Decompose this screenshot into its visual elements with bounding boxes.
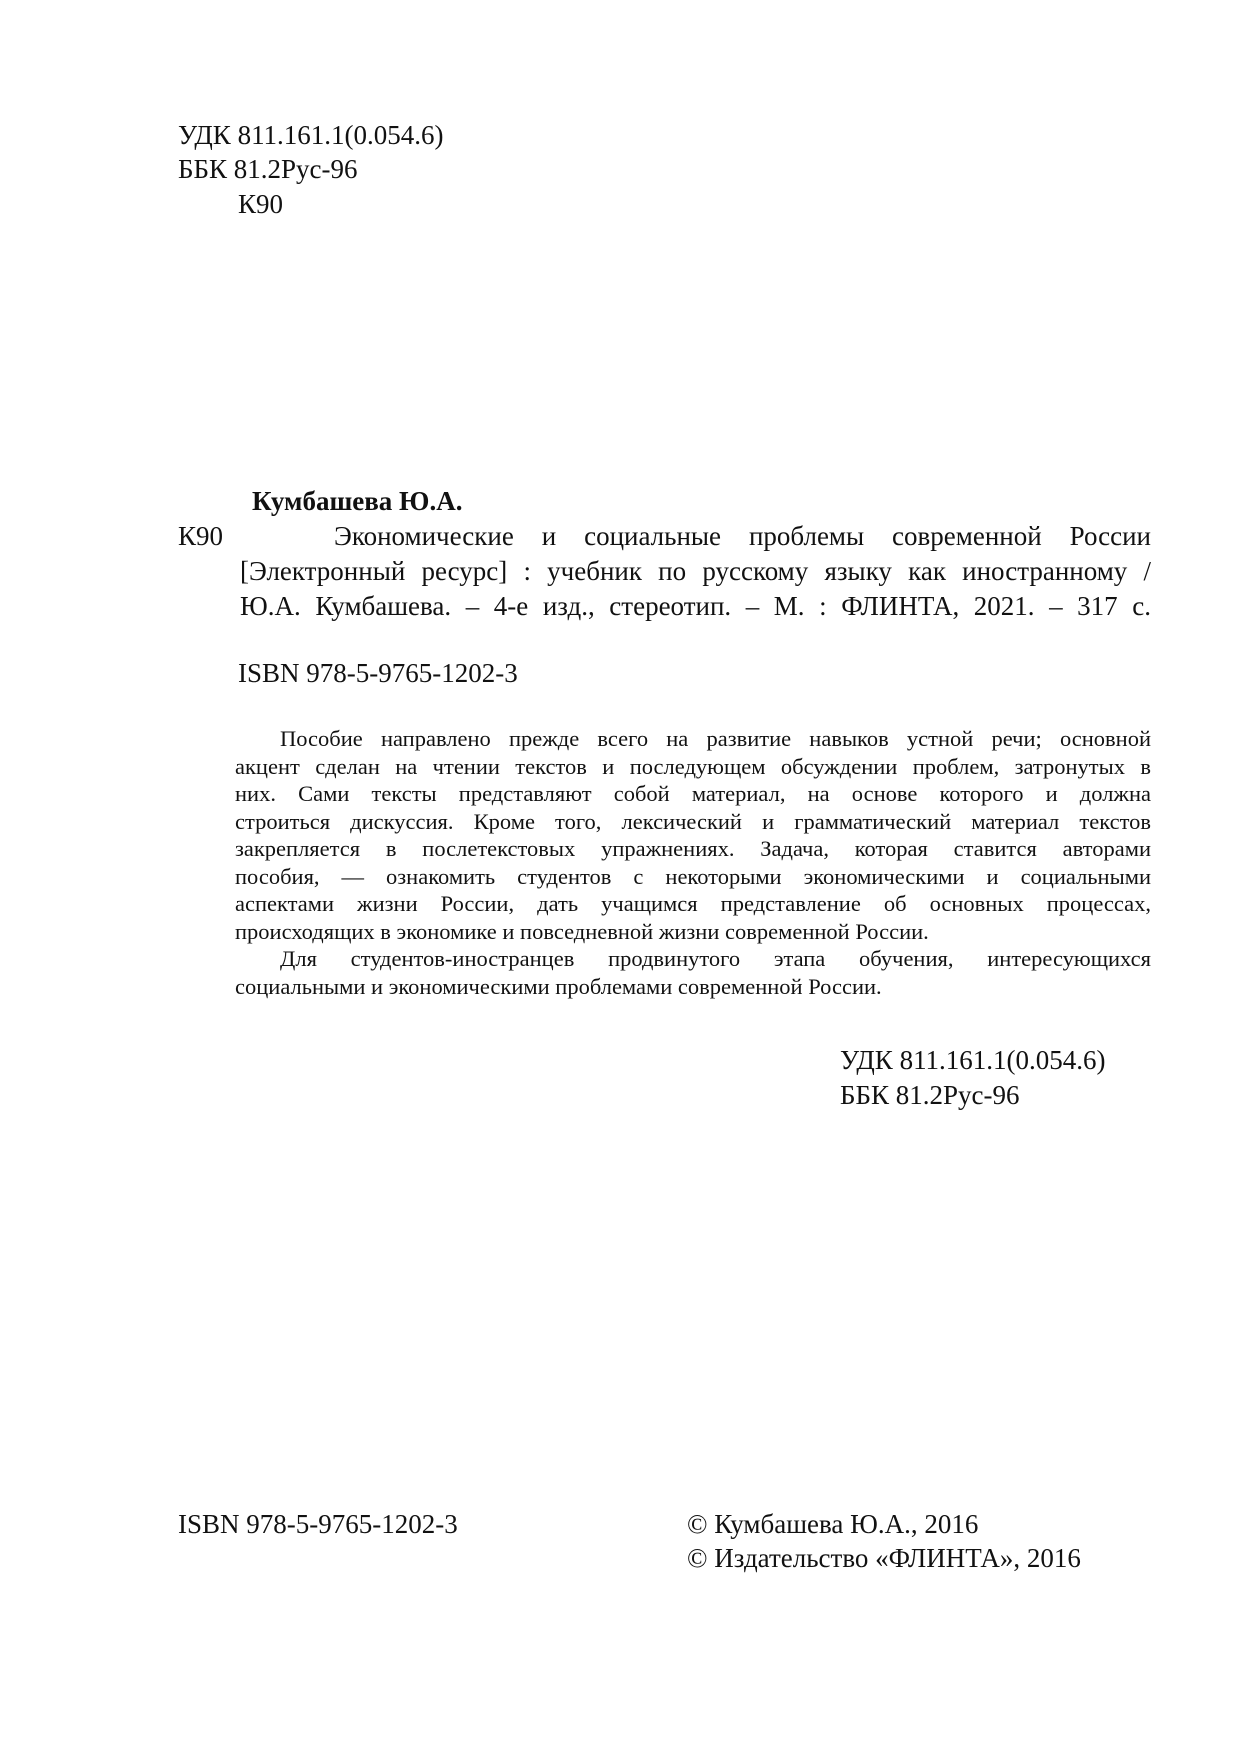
annotation-line: Для студентов-иностранцев продвинутого этапа обучения, интересующихся xyxy=(280,946,1151,971)
annotation-line: строиться дискуссия. Кроме того, лексический и грамматический материал текстов xyxy=(235,808,1151,834)
annotation-line: закрепляется в послетекстовых упражнениях. Задача, которая ставится авторами xyxy=(235,836,1151,861)
annotation-line: аспектами жизни России, дать учащимся представление об основных процессах, xyxy=(235,891,1151,916)
top-udk-code: УДК 811.161.1(0.054.6) xyxy=(178,120,444,150)
bottom-udk-code: УДК 811.161.1(0.054.6) xyxy=(840,1045,1106,1075)
annotation-line: происходящих в экономике и повседневной жизни современной России. xyxy=(235,918,929,944)
annotation-line: них. Сами тексты представляют собой материал, на основе которого и должна xyxy=(235,781,1151,806)
bottom-bbk-code: ББК 81.2Рус-96 xyxy=(840,1080,1020,1110)
entry-author-mark: К90 xyxy=(178,521,224,551)
annotation-line: Пособие направлено прежде всего на развитие навыков устной речи; основной xyxy=(280,726,1151,751)
annotation-line: пособия, — ознакомить студентов с некоторыми экономическими и социальными xyxy=(235,863,1151,889)
copyright-author: © Кумбашева Ю.А., 2016 xyxy=(687,1509,979,1539)
top-bbk-code: ББК 81.2Рус-96 xyxy=(178,154,358,184)
top-author-mark: К90 xyxy=(238,189,284,219)
copyright-publisher: © Издательство «ФЛИНТА», 2016 xyxy=(687,1543,1081,1573)
annotation-line: акцент сделан на чтении текстов и последующем обсуждении проблем, затронутых в xyxy=(235,753,1151,779)
entry-line: [Электронный ресурс] : учебник по русскому языку как иностранному / xyxy=(240,556,1151,586)
entry-line: Экономические и социальные проблемы современной России xyxy=(334,521,1151,551)
isbn-footer: ISBN 978-5-9765-1202-3 xyxy=(178,1509,458,1539)
entry-author: Кумбашева Ю.А. xyxy=(252,486,463,516)
annotation-line: социальными и экономическими проблемами современной России. xyxy=(235,973,882,999)
entry-line: Ю.А. Кумбашева. – 4-е изд., стереотип. – М. : ФЛИНТА, 2021. – 317 с. xyxy=(240,591,1151,621)
isbn-middle: ISBN 978-5-9765-1202-3 xyxy=(238,658,518,688)
